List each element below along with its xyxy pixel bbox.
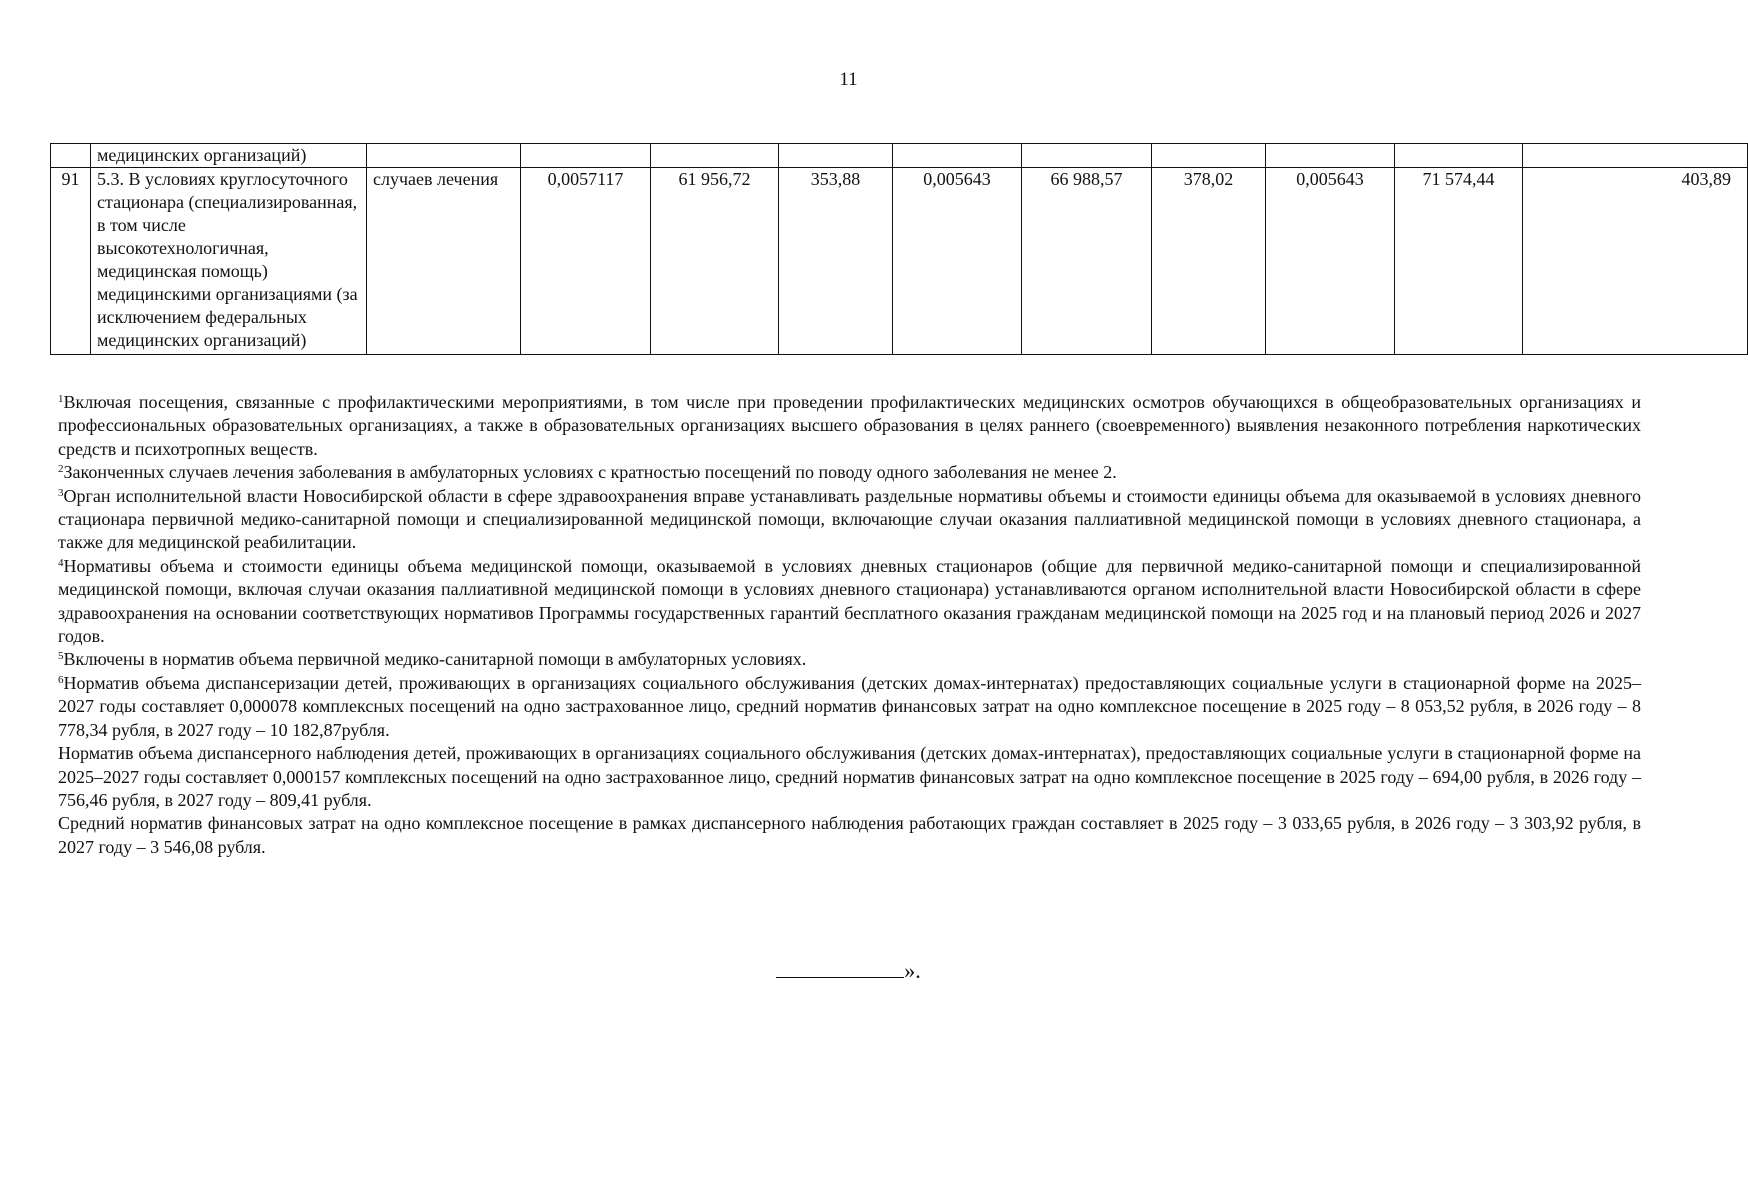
table-cell <box>1395 144 1523 168</box>
volume-2026: 0,005643 <box>893 168 1022 355</box>
page-number: 11 <box>839 69 858 90</box>
closing-line <box>0 958 1697 984</box>
volume-2025: 0,0057117 <box>521 168 651 355</box>
financing-2026: 378,02 <box>1152 168 1266 355</box>
footnote-6-working-citizens <box>58 812 1641 859</box>
table-cell <box>1152 144 1266 168</box>
footnote-mark: 1 <box>58 393 64 405</box>
footnote-text: Законченных случаев лечения заболевания в амбулаторных условиях с кратностью посещений по поводу одного заболевания не менее 2. <box>63 462 1117 483</box>
footnotes <box>58 391 1641 859</box>
footnote-mark: 2 <box>58 463 64 476</box>
footnote-3 <box>58 485 1641 555</box>
table-cell <box>521 144 651 168</box>
footnote-text: Включая посещения, связанные с профилактическими мероприятиями, в том числе при проведении профилактических медицинских осмотров обучающихся в общеобразовательных организациях и профессиональных образовательных организациях, а также в образовательных организациях высшего образования в целях раннего (своевременного) выявления незаконного потребления наркотических средств и психотропных веществ. <box>58 392 1641 459</box>
cost-2026: 66 988,57 <box>1022 168 1152 355</box>
footnote-text: Орган исполнительной власти Новосибирской области в сфере здравоохранения вправе устанавливать раздельные нормативы объемы и стоимости единицы объема для оказываемой в условиях дневного стационара первичной медико-санитарной помощи и специализированной медицинской помощи, включающие случаи оказания паллиативной медицинской помощи в условиях дневного стационара, а также для медицинской реабилитации. <box>58 485 1641 553</box>
table-cell <box>1266 144 1395 168</box>
table-cell <box>367 144 521 168</box>
table-cell <box>1022 144 1152 168</box>
table-cell <box>51 144 91 168</box>
footnote-text: Норматив объема диспансеризации детей, проживающих в организациях социального обслуживания (детских домах-интернатах) предоставляющих социальные услуги в стационарной форме на 2025–2027 годы составляет 0,000078 комплексных посещений на одно застрахованное лицо, средний норматив финансовых затрат на одно комплексное посещение в 2025 году – 8 053,52 рубля, в 2026 году – 8 778,34 рубля, в 2027 году – 10 182,87рубля. <box>58 672 1641 740</box>
footnote-6 <box>58 672 1641 742</box>
footnote-mark: 4 <box>58 556 64 569</box>
footnote-text: Норматив объема диспансерного наблюдения детей, проживающих в организациях социального обслуживания (детских домах-интернатах), предоставляющих социальные услуги в стационарной форме на 2025–2027 годы составляет 0,000157 комплексных посещений на одно застрахованное лицо, средний норматив финансовых затрат на одно комплексное посещение в 2025 году – 694,00 рубля, в 2026 году – 756,46 рубля, в 2027 году – 809,41 рубля. <box>58 743 1641 810</box>
volume-2027: 0,005643 <box>1266 168 1395 355</box>
table-cell <box>651 144 779 168</box>
financing-2027: 403,89 <box>1523 168 1748 355</box>
footnote-4 <box>58 555 1641 649</box>
footnote-text: Средний норматив финансовых затрат на одно комплексное посещение в рамках диспансерного наблюдения работающих граждан составляет в 2025 году – 3 033,65 рубля, в 2026 году – 3 303,92 рубля, в 2027 году – 3 546,08 рубля. <box>58 813 1641 857</box>
table-row-continuation <box>51 144 1748 168</box>
table-cell <box>779 144 893 168</box>
row-index: 91 <box>51 168 91 355</box>
closing-quote: ». <box>904 958 921 983</box>
footnote-2 <box>58 461 1641 484</box>
footnote-mark: 5 <box>58 650 64 663</box>
financing-2025: 353,88 <box>779 168 893 355</box>
table-cell <box>1523 144 1748 168</box>
table-row <box>51 168 1748 355</box>
footnote-text: Нормативы объема и стоимости единицы объема медицинской помощи, оказываемой в условиях дневных стационаров (общие для первичной медико-санитарной помощи и специализированной медицинской помощи, включая случаи оказания паллиативной медицинской помощи в условиях дневного стационара) устанавливаются органом исполнительной власти Новосибирской области в сфере здравоохранения на основании соответствующих нормативов Программы государственных гарантий бесплатного оказания гражданам медицинской помощи на 2025 год и на плановый период 2026 и 2027 годов. <box>58 555 1641 647</box>
footnote-mark: 3 <box>58 486 64 499</box>
footnote-5 <box>58 648 1641 671</box>
norms-table <box>50 143 1748 355</box>
row-unit: случаев лечения <box>367 168 521 355</box>
signature-line <box>776 959 904 978</box>
table-cell-name: медицинских организаций) <box>91 144 367 168</box>
footnote-6-dispensary-observation <box>58 742 1641 812</box>
table-cell <box>893 144 1022 168</box>
footnote-mark: 6 <box>58 673 64 686</box>
cost-2025: 61 956,72 <box>651 168 779 355</box>
cost-2027: 71 574,44 <box>1395 168 1523 355</box>
row-name: 5.3. В условиях круглосуточного стационара (специализированная, в том числе высокотехнологичная, медицинская помощь) медицинскими организациями (за исключением федеральных медицинских организаций) <box>91 168 367 355</box>
footnote-1 <box>58 391 1641 461</box>
footnote-text: Включены в норматив объема первичной медико-санитарной помощи в амбулаторных условиях. <box>63 649 807 670</box>
